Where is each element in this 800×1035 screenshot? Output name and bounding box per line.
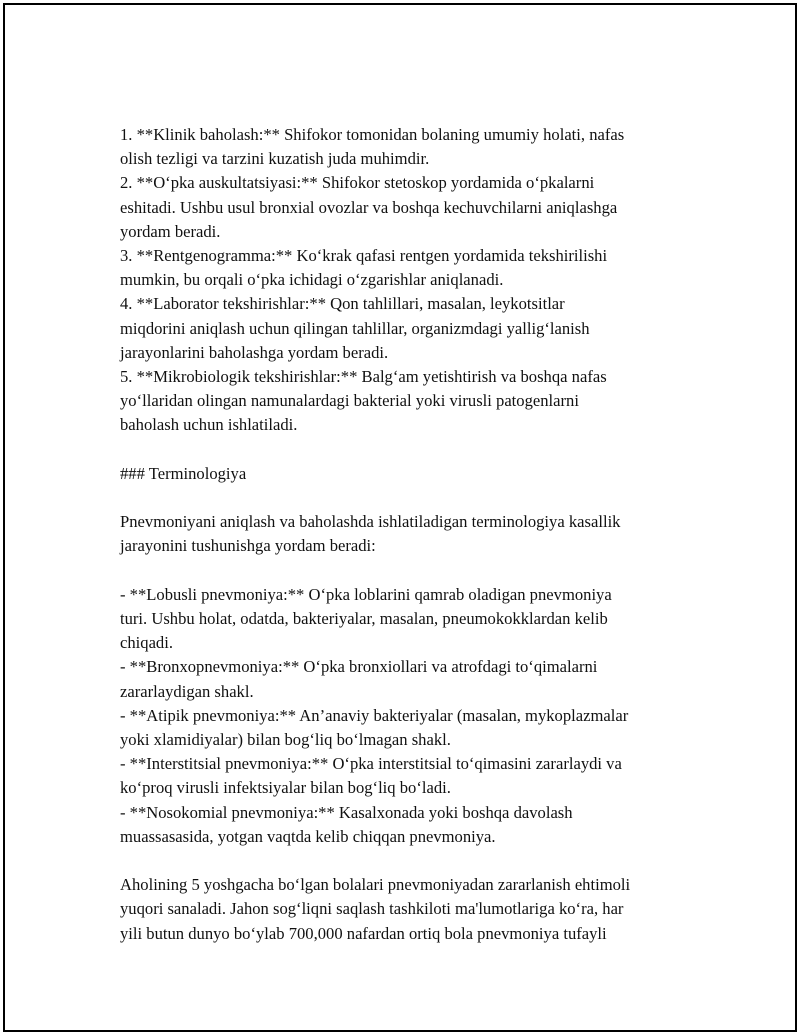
text-line: yordam beradi.	[120, 221, 221, 241]
text-line: jarayonini tushunishga yordam beradi:	[120, 536, 376, 556]
diagnostic-item-2	[120, 171, 700, 244]
text-line: yuqori sanaladi. Jahon sog‘liqni saqlash tashkiloti ma'lumotlariga ko‘ra, har	[120, 899, 624, 919]
text-line: zararlaydigan shakl.	[120, 681, 254, 701]
term-item-1	[120, 583, 700, 656]
paragraph-gap	[120, 486, 700, 510]
document-body	[120, 123, 700, 946]
closing-paragraph	[120, 873, 700, 946]
paragraph-gap	[120, 849, 700, 873]
paragraph-gap	[120, 438, 700, 462]
text-line: chiqadi.	[120, 633, 173, 653]
text-line: - **Nosokomial pnevmoniya:** Kasalxonada yoki boshqa davolash	[120, 802, 573, 822]
text-line: miqdorini aniqlash uchun qilingan tahlillar, organizmdagi yallig‘lanish	[120, 318, 590, 338]
term-item-4	[120, 752, 700, 800]
text-line: 4. **Laborator tekshirishlar:** Qon tahlillari, masalan, leykotsitlar	[120, 294, 565, 314]
text-line: yoki xlamidiyalar) bilan bog‘liq bo‘lmagan shakl.	[120, 730, 451, 750]
term-item-2	[120, 655, 700, 703]
text-line: Pnevmoniyani aniqlash va baholashda ishlatiladigan terminologiya kasallik	[120, 512, 621, 532]
diagnostic-item-1	[120, 123, 700, 171]
text-line: 3. **Rentgenogramma:** Ko‘krak qafasi rentgen yordamida tekshirilishi	[120, 246, 608, 266]
text-line: yili butun dunyo bo‘ylab 700,000 nafardan ortiq bola pnevmoniya tufayli	[120, 923, 607, 943]
section-heading	[120, 462, 700, 486]
text-line: yo‘llaridan olingan namunalardagi bakterial yoki virusli patogenlarni	[120, 391, 579, 411]
text-line: mumkin, bu orqali o‘pka ichidagi o‘zgarishlar aniqlanadi.	[120, 270, 504, 290]
paragraph-gap	[120, 559, 700, 583]
diagnostic-item-4	[120, 292, 700, 365]
term-item-5	[120, 801, 700, 849]
text-line: ko‘proq virusli infektsiyalar bilan bog‘liq bo‘ladi.	[120, 778, 451, 798]
text-line: 1. **Klinik baholash:** Shifokor tomonidan bolaning umumiy holati, nafas	[120, 125, 625, 144]
document-page	[3, 3, 797, 1032]
text-line: 5. **Mikrobiologik tekshirishlar:** Balg‘am yetishtirish va boshqa nafas	[120, 367, 607, 387]
text-line: olish tezligi va tarzini kuzatish juda muhimdir.	[120, 149, 430, 169]
text-line: - **Bronxopnevmoniya:** O‘pka bronxiollari va atrofdagi to‘qimalarni	[120, 657, 598, 677]
heading-text: ### Terminologiya	[120, 463, 247, 483]
text-line: - **Atipik pnevmoniya:** An’anaviy bakteriyalar (masalan, mykoplazmalar	[120, 705, 629, 725]
text-line: 2. **O‘pka auskultatsiyasi:** Shifokor stetoskop yordamida o‘pkalarni	[120, 173, 595, 193]
text-line: - **Lobusli pnevmoniya:** O‘pka loblarini qamrab oladigan pnevmoniya	[120, 584, 612, 604]
term-item-3	[120, 704, 700, 752]
diagnostic-item-5	[120, 365, 700, 438]
intro-paragraph	[120, 510, 700, 558]
text-line: eshitadi. Ushbu usul bronxial ovozlar va boshqa kechuvchilarni aniqlashga	[120, 197, 618, 217]
text-line: Aholining 5 yoshgacha bo‘lgan bolalari pnevmoniyadan zararlanish ehtimoli	[120, 875, 631, 895]
text-line: turi. Ushbu holat, odatda, bakteriyalar, masalan, pneumokokklardan kelib	[120, 609, 608, 629]
text-line: - **Interstitsial pnevmoniya:** O‘pka interstitsial to‘qimasini zararlaydi va	[120, 754, 622, 774]
text-line: muassasasida, yotgan vaqtda kelib chiqqan pnevmoniya.	[120, 826, 496, 846]
diagnostic-item-3	[120, 244, 700, 292]
text-line: jarayonlarini baholashga yordam beradi.	[120, 342, 389, 362]
text-line: baholash uchun ishlatiladi.	[120, 415, 298, 435]
